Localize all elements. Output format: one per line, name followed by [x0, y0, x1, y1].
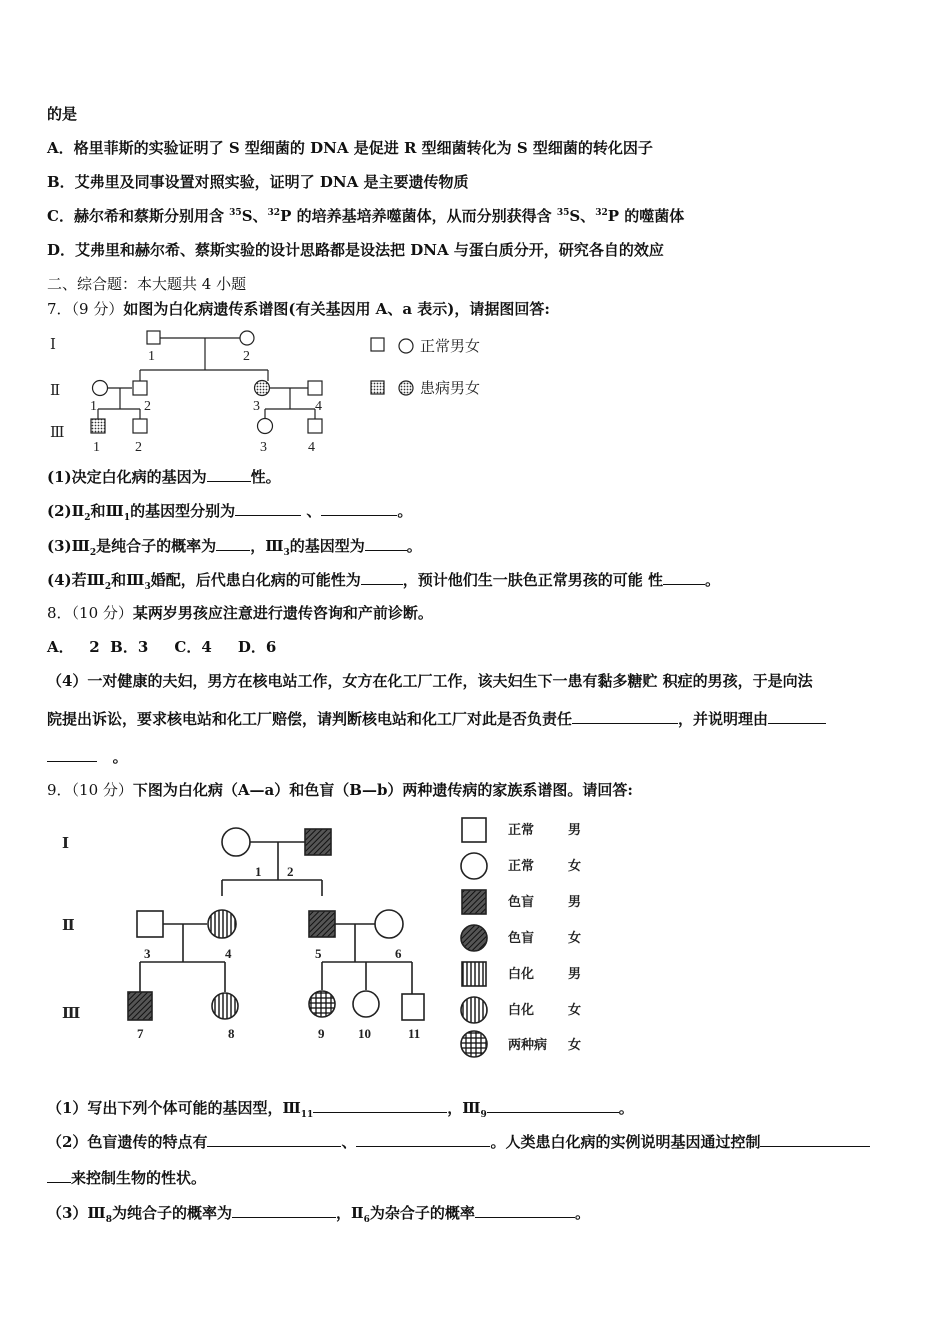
q7-sub3-text2: 是纯合子的概率为 [96, 537, 217, 555]
q8-part4-line1: （4）一对健康的夫妇，男方在核电站工作，女方在化工厂工作，该夫妇生下一患有黏多糖贮 积症的男孩，于是向法 [47, 672, 813, 690]
q6-c-text1: C．赫尔希和蔡斯分别用含 [47, 207, 230, 225]
q9-i2-number: 2 [287, 864, 294, 879]
q7-sub4-sub2: 3 [144, 582, 151, 592]
q7-legend-normal-male-icon [371, 338, 384, 351]
q9-legend-5-type: 白化 [508, 966, 535, 981]
q9-score: （10 分） [71, 781, 133, 799]
q9-sub1-end: 。 [618, 1099, 634, 1117]
q9-ii6-number: 6 [395, 946, 402, 961]
q9-ii3-normal-male [137, 911, 163, 937]
q9-sub2-blank2[interactable] [356, 1132, 490, 1147]
q9-sub2-blank3[interactable] [760, 1132, 870, 1147]
q9-iii9-both-diseases-female [309, 991, 335, 1017]
q9-sub3-blank1[interactable] [232, 1203, 336, 1218]
q7-sub2-sub1: 2 [84, 513, 91, 523]
q7-iii2-number: 2 [135, 440, 142, 455]
q9-sub3-text1: （3）Ⅲ [47, 1204, 106, 1222]
q9-sub3-sub2: 6 [363, 1215, 370, 1225]
q9-iii7-number: 7 [137, 1026, 144, 1041]
q9-legend-7-type: 两种病 [508, 1037, 548, 1052]
q9-ii4-albino-female [208, 910, 236, 938]
q7-sub1-text: (1)决定白化病的基因为 [47, 468, 207, 486]
q8-stem [47, 602, 433, 623]
q7-ii2-normal-male [133, 381, 147, 395]
q9-iii10-normal-female [353, 991, 379, 1017]
q7-sub2-text2: 和Ⅲ [90, 502, 124, 520]
q9-sub3-text4: 为杂合子的概率 [369, 1204, 475, 1222]
q7-sub3-text1: (3)Ⅲ [47, 537, 90, 555]
q9-stem [47, 779, 633, 800]
q9-sub3-sub1: 8 [105, 1215, 112, 1225]
q6-c-text4: S、 [569, 207, 596, 225]
q9-gen-i-label: Ⅰ [62, 836, 70, 852]
q9-sub2-text4: 来控制生物的性状。 [71, 1169, 207, 1187]
q8-score: （10 分） [71, 604, 133, 622]
q7-iii1-affected-male [91, 419, 105, 433]
q7-stem-text: 如图为白化病遗传系谱图(有关基因用 A、a 表示)，请据图回答: [123, 300, 550, 318]
q9-sub1-sub2: 9 [480, 1110, 487, 1120]
q9-sub2-text3: 。人类患白化病的实例说明基因通过控制 [490, 1133, 761, 1151]
q9-legend-4-type: 色盲 [508, 930, 535, 945]
q7-i1-number: 1 [148, 349, 155, 364]
q7-gen-i-label: Ⅰ [50, 337, 56, 353]
q7-sub3-blank2[interactable] [365, 536, 407, 551]
q7-sub4-sub1: 2 [104, 582, 112, 592]
q6-c-text2: S、 [241, 207, 268, 225]
q9-sub3-text3: ，Ⅱ [336, 1204, 364, 1222]
q9-legend-4-sex: 女 [568, 930, 582, 945]
q9-sub2-text1: （2）色盲遗传的特点有 [47, 1133, 208, 1151]
q7-iii3-number: 3 [260, 440, 267, 455]
q9-sub2-blank1[interactable] [207, 1132, 341, 1147]
q6-option-b: B．艾弗里及同事设置对照实验，证明了 DNA 是主要遗传物质 [47, 173, 469, 191]
q9-sub1 [47, 1097, 634, 1120]
q8-part4-line3 [47, 746, 128, 767]
q7-legend-affected-male-icon [371, 381, 384, 394]
q7-sub3-sub2: 3 [283, 548, 290, 558]
q9-sub3 [47, 1202, 590, 1225]
q8-part4-line2 [47, 708, 826, 729]
q7-i2-number: 2 [243, 349, 250, 364]
q7-sub2-blank1[interactable] [235, 501, 301, 516]
q7-legend-affected-label: 患病男女 [420, 381, 481, 397]
q7-sub1-end: 性。 [250, 468, 281, 486]
q9-legend-both-female-icon [461, 1031, 487, 1057]
q9-i1-number: 1 [255, 864, 262, 879]
section-heading: 二、综合题：本大题共 4 小题 [47, 275, 247, 293]
q8-part4-blank1[interactable] [572, 709, 678, 724]
q9-legend-colorblind-female-icon [461, 925, 487, 951]
q9-sub1-blank2[interactable] [487, 1098, 619, 1113]
q9-i2-colorblind-male [305, 829, 331, 855]
q7-number: 7． [47, 300, 72, 318]
q9-sub2-sep: 、 [341, 1133, 357, 1151]
q9-iii11-normal-male [402, 994, 424, 1020]
q7-ii1-normal-female [93, 381, 108, 396]
q9-sub1-blank1[interactable] [313, 1098, 447, 1113]
q9-iii7-colorblind-male [128, 992, 152, 1020]
q9-sub2-blank4[interactable] [47, 1168, 71, 1183]
q9-legend-3-sex: 男 [568, 894, 582, 909]
q6-option-c [47, 205, 684, 226]
q7-ii3-number: 3 [253, 399, 260, 414]
q9-legend-albino-male-icon [462, 962, 486, 986]
q7-iii1-number: 1 [93, 440, 100, 455]
q7-sub3-text4: 的基因型为 [289, 537, 365, 555]
q7-ii4-number: 4 [315, 399, 322, 414]
q6-c-sup4: 32 [595, 208, 608, 218]
q7-ii1-number: 1 [90, 399, 97, 414]
q7-i1-normal-male [147, 331, 160, 344]
q7-sub4 [47, 569, 720, 592]
q9-legend-6-type: 白化 [508, 1002, 535, 1017]
q7-legend-normal-label: 正常男女 [420, 339, 481, 355]
q7-sub4-blank2[interactable] [663, 570, 705, 585]
q7-legend-affected-female-icon [399, 381, 413, 395]
q7-sub4-blank1[interactable] [361, 570, 403, 585]
q7-iii2-normal-male [133, 419, 147, 433]
q9-legend-6-sex: 女 [568, 1002, 582, 1017]
q8-number: 8． [47, 604, 72, 622]
q7-sub4-end: 。 [704, 571, 720, 589]
q9-legend-1-type: 正常 [508, 822, 535, 837]
q6-option-a: A．格里菲斯的实验证明了 S 型细菌的 DNA 是促进 R 型细菌转化为 S 型细菌的转化因子 [47, 139, 653, 157]
q9-legend-2-type: 正常 [508, 858, 535, 873]
q9-legend-7-sex: 女 [568, 1037, 582, 1052]
q9-legend-normal-female-icon [461, 853, 487, 879]
q9-legend-1-sex: 男 [568, 822, 582, 837]
q9-sub2 [47, 1131, 870, 1152]
q9-i1-normal-female [222, 828, 250, 856]
q6-c-sup1: 35 [229, 208, 242, 218]
q8-part4-end: 。 [112, 748, 128, 766]
q9-legend-normal-male-icon [462, 818, 486, 842]
q7-sub4-text1: (4)若Ⅲ [47, 571, 105, 589]
q7-pedigree [40, 325, 500, 460]
q8-options: A． 2 B．3 C．4 D．6 [47, 638, 277, 656]
q7-sub1 [47, 466, 281, 487]
q6-continuation: 的是 [47, 105, 78, 123]
q7-sub3-end: 。 [406, 537, 422, 555]
q9-ii3-number: 3 [144, 946, 151, 961]
q7-sub3-text3: ，Ⅲ [250, 537, 284, 555]
q9-stem-text: 下图为白化病（A—a）和色盲（B—b）两种遗传病的家族系谱图。请回答: [132, 781, 633, 799]
q9-legend-albino-female-icon [461, 997, 487, 1023]
q7-sub2-text3: 的基因型分别为 [130, 502, 236, 520]
q6-option-d: D．艾弗里和赫尔希、蔡斯实验的设计思路都是设法把 DNA 与蛋白质分开，研究各自的效应 [47, 241, 664, 259]
q7-sub2-blank2[interactable] [321, 501, 397, 516]
q7-gen-ii-label: Ⅱ [50, 383, 61, 399]
q9-legend-colorblind-male-icon [462, 890, 486, 914]
q7-sub3-sub1: 2 [89, 548, 97, 558]
q7-ii4-normal-male [308, 381, 322, 395]
q7-sub4-text2: 和Ⅲ [111, 571, 145, 589]
q7-sub2-text1: (2)Ⅱ [47, 502, 85, 520]
q9-sub3-text2: 为纯合子的概率为 [111, 1204, 232, 1222]
q9-iii11-number: 11 [408, 1026, 421, 1041]
q8-part4-blank2[interactable] [768, 709, 826, 724]
q9-ii5-number: 5 [315, 946, 322, 961]
q8-part4-blank3[interactable] [47, 747, 97, 762]
q9-number: 9． [47, 781, 72, 799]
q9-iii10-number: 10 [358, 1026, 371, 1041]
q7-i2-normal-female [240, 331, 254, 345]
q9-sub1-text2: ，Ⅲ [447, 1099, 481, 1117]
q9-ii6-normal-female [375, 910, 403, 938]
q6-c-sup2: 32 [267, 208, 281, 218]
q9-sub3-blank2[interactable] [475, 1203, 575, 1218]
q9-iii8-albino-female [212, 993, 238, 1019]
q9-iii9-number: 9 [318, 1026, 325, 1041]
q7-stem [47, 298, 550, 319]
q9-sub3-end: 。 [574, 1204, 590, 1222]
q9-ii5-colorblind-male [309, 911, 335, 937]
q9-legend-5-sex: 男 [568, 966, 582, 981]
q7-sub2-end: 。 [397, 502, 413, 520]
q9-gen-iii-label: Ⅲ [62, 1006, 81, 1022]
q9-pedigree [50, 812, 610, 1062]
q8-stem-text: 某两岁男孩应注意进行遗传咨询和产前诊断。 [132, 604, 433, 622]
q9-sub1-sub1: 11 [300, 1110, 314, 1120]
q7-legend-normal-female-icon [399, 339, 413, 353]
q9-gen-ii-label: Ⅱ [62, 918, 75, 934]
q7-score: （9 分） [71, 300, 124, 318]
q6-c-text3: P 的培养基培养噬菌体，从而分别获得含 [280, 207, 557, 225]
q7-ii2-number: 2 [144, 399, 151, 414]
q9-sub1-text1: （1）写出下列个体可能的基因型，Ⅲ [47, 1099, 301, 1117]
q9-sub2-line2 [47, 1167, 206, 1188]
q9-ii4-number: 4 [225, 946, 232, 961]
q7-ii3-affected-female [255, 381, 270, 396]
q8-part4-text2: 院提出诉讼，要求核电站和化工厂赔偿，请判断核电站和化工厂对此是否负责任 [47, 710, 573, 728]
q9-legend-3-type: 色盲 [508, 894, 535, 909]
q9-iii8-number: 8 [228, 1026, 235, 1041]
q7-gen-iii-label: Ⅲ [50, 425, 65, 441]
q7-sub2-sub2: 1 [123, 513, 131, 523]
q9-legend-2-sex: 女 [568, 858, 582, 873]
q7-sub3 [47, 535, 422, 558]
q7-iii4-normal-male [308, 419, 322, 433]
q7-iii4-number: 4 [308, 440, 315, 455]
q7-sub1-blank[interactable] [207, 467, 251, 482]
q7-sub2-sep: 、 [306, 502, 322, 520]
q6-c-sup3: 35 [556, 208, 570, 218]
q7-sub4-text3: 婚配，后代患白化病的可能性为 [150, 571, 361, 589]
q8-part4-text3: ，并说明理由 [678, 710, 769, 728]
q7-sub2 [47, 500, 412, 523]
q6-c-text5: P 的噬菌体 [607, 207, 685, 225]
q7-sub3-blank1[interactable] [216, 536, 250, 551]
q7-sub4-text4: ，预计他们生一肤色正常男孩的可能 性 [402, 571, 663, 589]
q7-iii3-normal-female [258, 419, 273, 434]
